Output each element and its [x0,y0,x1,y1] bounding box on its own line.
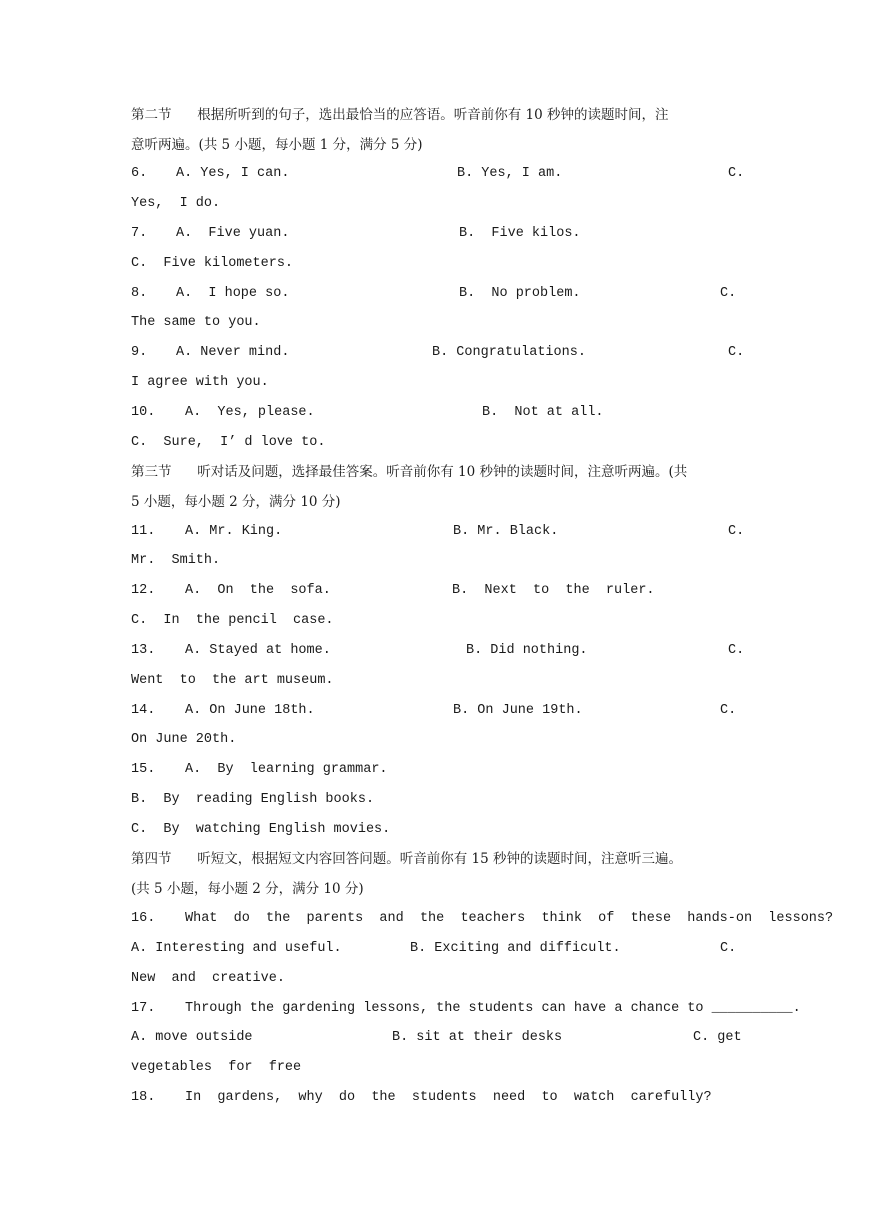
option-a: A. Mr. King. [185,524,283,539]
question-number: 15. [131,762,156,777]
question-17-option-c: vegetables for free [131,1060,302,1075]
question-16-option-c: New and creative. [131,971,285,986]
question-16-stem [131,904,834,934]
question-13-option-c: Went to the art museum. [131,673,334,688]
question-text: Through the gardening lessons, the students can have a chance to __________. [185,1001,801,1016]
section4-header-line1: 第四节 听短文，根据短文内容回答问题。听音前你有 15 秒钟的读题时间，注意听三遍。 [131,851,683,867]
question-number: 18. [131,1090,156,1105]
question-8-option-c: The same to you. [131,315,261,330]
option-c-label: C. [728,166,745,181]
question-number: 6. [131,166,148,181]
option-a: A. Interesting and useful. [131,941,342,956]
question-number: 7. [131,226,148,241]
question-10-option-c: C. Sure, I’ d love to. [131,435,326,450]
question-6-row [131,159,745,189]
question-number: 13. [131,643,156,658]
option-a: A. Stayed at home. [185,643,331,658]
option-b: B. Next to the ruler. [452,583,655,598]
option-b: B. Yes, I am. [457,166,563,181]
question-9-row [131,338,745,368]
section3-header-line1: 第三节 听对话及问题，选择最佳答案。听音前你有 10 秒钟的读题时间，注意听两遍。(共 [131,464,688,480]
option-a: A. Yes, please. [185,405,315,420]
option-b: B. Did nothing. [466,643,588,658]
option-c-label: C. [728,524,745,539]
option-b: B. Five kilos. [459,226,581,241]
question-15-option-c: C. By watching English movies. [131,822,391,837]
question-number: 14. [131,703,156,718]
option-b: B. Exciting and difficult. [410,941,621,956]
option-a: A. move outside [131,1030,253,1045]
question-8-row [131,279,741,309]
question-number: 12. [131,583,156,598]
option-a: A. Never mind. [176,345,290,360]
option-c-label: C. get [693,1030,742,1045]
option-a: A. On the sofa. [185,583,331,598]
question-text: In gardens, why do the students need to watch carefully? [185,1090,712,1105]
question-6-option-c: Yes, I do. [131,196,221,211]
option-c-label: C. [720,703,737,718]
option-b: B. Not at all. [482,405,604,420]
question-number: 10. [131,405,156,420]
question-number: 9. [131,345,148,360]
option-c-label: C. [720,286,737,301]
question-12-option-c: C. In the pencil case. [131,613,334,628]
section2-header-line1: 第二节 根据所听到的句子，选出最恰当的应答语。听音前你有 10 秒钟的读题时间，注 [131,107,669,123]
question-13-row [131,636,745,666]
section2-header-line2: 意听两遍。(共 5 小题，每小题 1 分，满分 5 分) [131,137,423,153]
question-14-row [131,696,741,726]
option-b: B. Congratulations. [432,345,586,360]
option-a: A. I hope so. [176,286,290,301]
option-a: A. Five yuan. [176,226,290,241]
option-a: A. On June 18th. [185,703,315,718]
question-text: What do the parents and the teachers think of these hands-on lessons? [185,911,834,926]
question-9-option-c: I agree with you. [131,375,269,390]
question-10-row [131,398,741,428]
question-16-row [131,934,741,964]
question-11-row [131,517,745,547]
section4-header-line2: (共 5 小题，每小题 2 分，满分 10 分) [131,881,364,897]
section3-header-line2: 5 小题，每小题 2 分，满分 10 分) [131,494,341,510]
question-17-row [131,1023,741,1053]
question-14-option-c: On June 20th. [131,732,237,747]
option-a: A. Yes, I can. [176,166,290,181]
option-b: B. Mr. Black. [453,524,559,539]
question-number: 11. [131,524,156,539]
option-b: B. On June 19th. [453,703,583,718]
question-11-option-c: Mr. Smith. [131,553,221,568]
question-15-row [131,755,741,785]
question-number: 8. [131,286,148,301]
option-c-label: C. [720,941,737,956]
question-18-stem [131,1083,741,1113]
question-17-stem [131,994,801,1024]
question-number: 16. [131,911,156,926]
option-b: B. No problem. [459,286,581,301]
question-number: 17. [131,1001,156,1016]
question-7-row [131,219,741,249]
question-7-option-c: C. Five kilometers. [131,256,294,271]
option-a: A. By learning grammar. [185,762,388,777]
option-c-label: C. [728,345,745,360]
option-c-label: C. [728,643,745,658]
question-15-option-b: B. By reading English books. [131,792,375,807]
question-12-row [131,576,741,606]
option-b: B. sit at their desks [392,1030,563,1045]
